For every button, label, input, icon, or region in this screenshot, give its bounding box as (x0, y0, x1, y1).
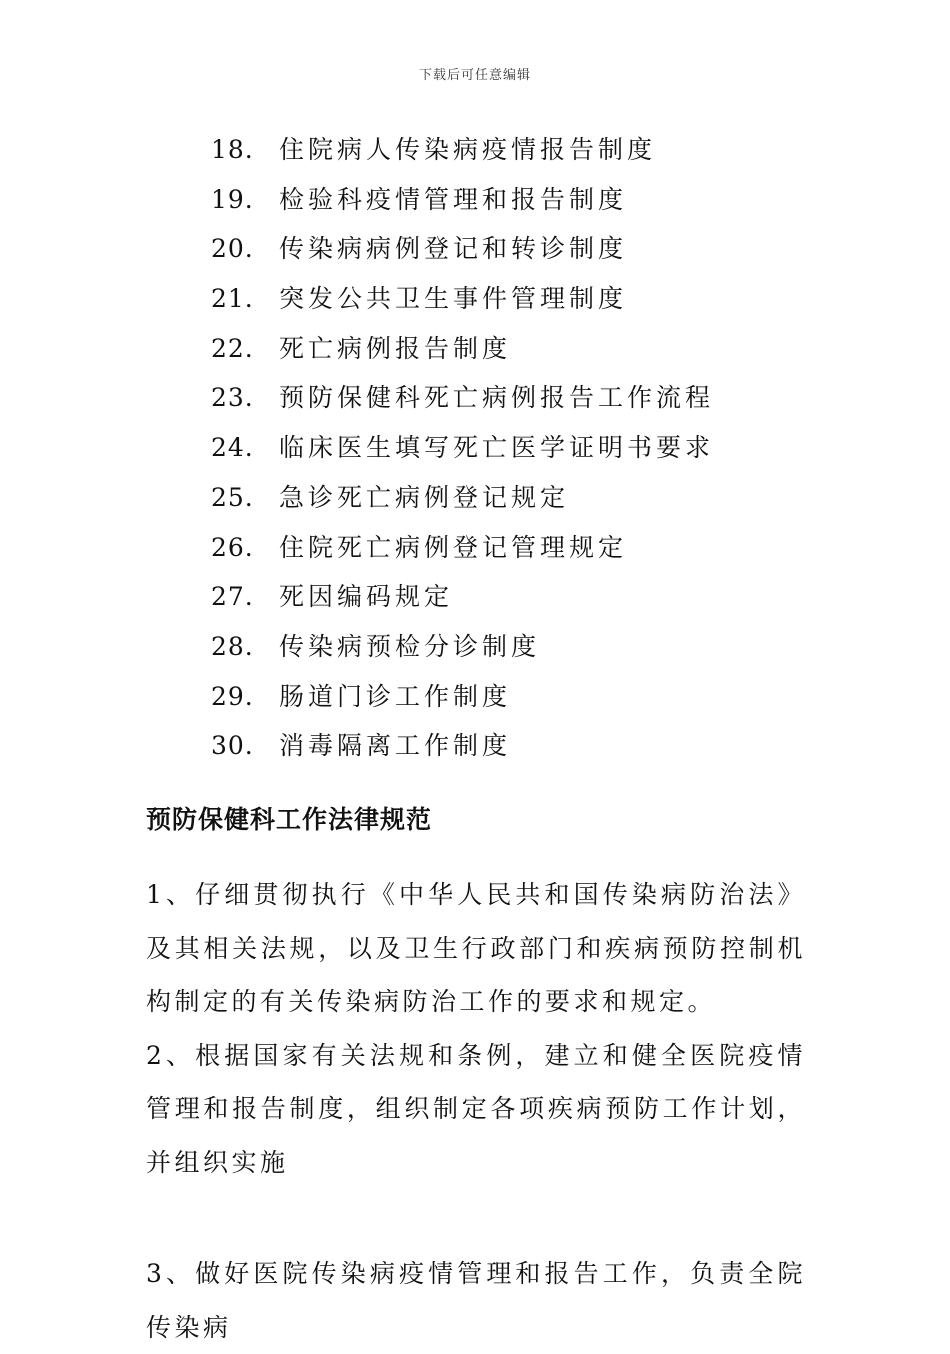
toc-item-title: 临床医生填写死亡医学证明书要求 (279, 433, 715, 463)
toc-item-title: 死亡病例报告制度 (279, 333, 512, 363)
toc-item-number: 22. (211, 333, 254, 363)
toc-item-title: 预防保健科死亡病例报告工作流程 (279, 383, 715, 413)
page-header: 下载后可任意编辑 (418, 68, 531, 83)
toc-item-title: 住院病人传染病疫情报告制度 (279, 135, 657, 164)
toc-item-title: 突发公共卫生事件管理制度 (279, 284, 628, 314)
paragraph-2: 2、根据国家有关法规和条例，建立和健全医院疫情管理和报告制度，组织制定各项疾病预防工作计划，并组织实施 (146, 1040, 806, 1177)
paragraph-3: 3、做好医院传染病疫情管理和报告工作，负责全院传染病 (146, 1259, 806, 1342)
toc-item-title: 住院死亡病例登记管理规定 (279, 532, 628, 562)
toc-list (211, 128, 714, 774)
toc-item-number: 26. (211, 532, 254, 562)
toc-item-number: 21. (211, 284, 254, 314)
toc-item (211, 526, 714, 576)
toc-item-title: 传染病病例登记和转诊制度 (279, 234, 628, 264)
toc-item-title: 急诊死亡病例登记规定 (279, 482, 570, 512)
toc-item (211, 625, 714, 675)
toc-item (211, 675, 714, 725)
toc-item (211, 227, 714, 277)
toc-item (211, 277, 714, 327)
toc-item-number: 25. (211, 482, 254, 512)
toc-item (211, 128, 714, 178)
toc-item-number: 28. (211, 631, 254, 661)
toc-item (211, 376, 714, 426)
toc-item (211, 426, 714, 476)
paragraph-1: 1、仔细贯彻执行《中华人民共和国传染病防治法》及其相关法规，以及卫生行政部门和疾病预防控制机构制定的有关传染病防治工作的要求和规定。 (146, 880, 806, 1016)
toc-item-number: 29. (211, 681, 254, 711)
toc-item (211, 476, 714, 526)
toc-item (211, 178, 714, 228)
toc-item (211, 575, 714, 625)
paragraph-spacer (146, 1189, 806, 1247)
toc-item-number: 27. (211, 582, 254, 612)
toc-item-number: 24. (211, 433, 254, 463)
toc-item (211, 327, 714, 377)
toc-item-title: 检验科疫情管理和报告制度 (279, 184, 628, 214)
toc-item-number: 20. (211, 234, 254, 264)
section-title: 预防保健科工作法律规范 (146, 805, 433, 834)
toc-item-number: 23. (211, 383, 254, 413)
body-text (146, 868, 806, 1354)
toc-item-number: 30. (211, 731, 254, 761)
toc-item (211, 724, 714, 774)
toc-item-number: 18. (211, 135, 254, 164)
toc-item-title: 肠道门诊工作制度 (279, 681, 512, 711)
toc-item-number: 19. (211, 184, 254, 214)
toc-item-title: 死因编码规定 (279, 582, 454, 612)
toc-item-title: 消毒隔离工作制度 (279, 731, 512, 761)
toc-item-title: 传染病预检分诊制度 (279, 631, 541, 661)
